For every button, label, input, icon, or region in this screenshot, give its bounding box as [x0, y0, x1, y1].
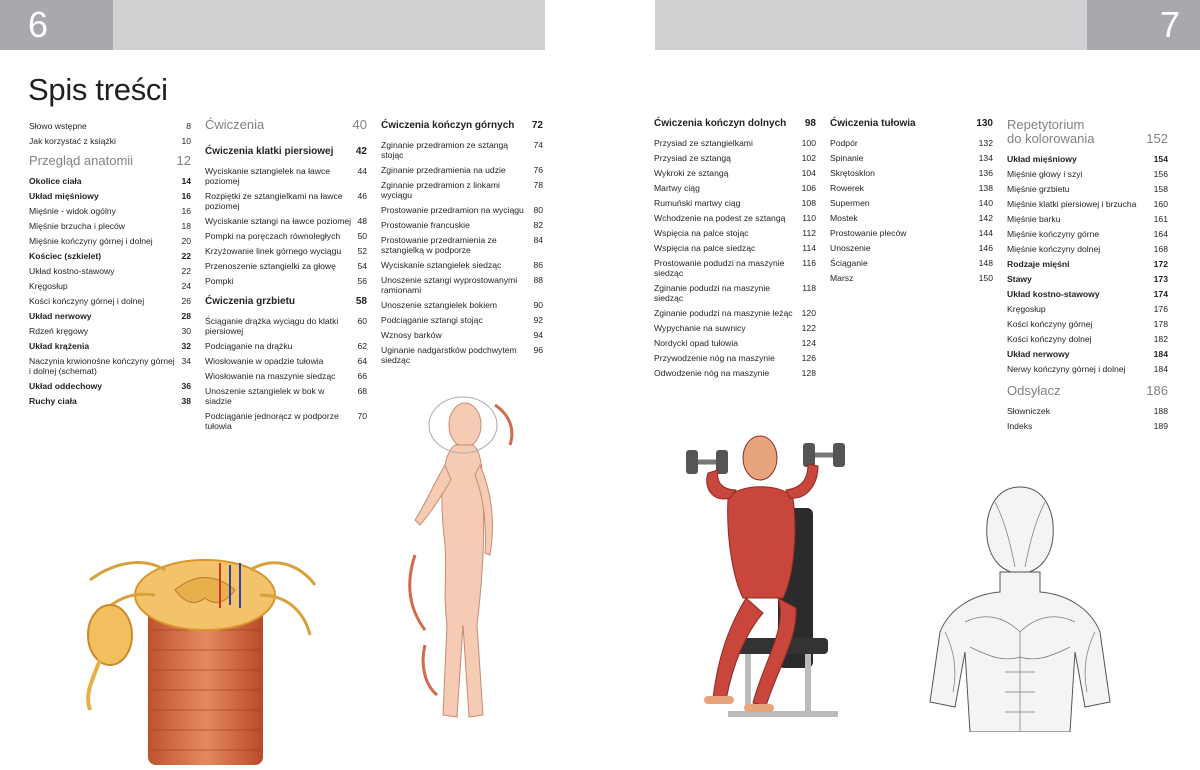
toc-entry-page: 150 [978, 273, 993, 283]
toc-entry[interactable] [381, 235, 543, 255]
toc-entry-page: 80 [533, 205, 543, 215]
section-heading[interactable]: Repetytorium do kolorowania 152 [1007, 117, 1168, 146]
toc-entry[interactable] [830, 258, 993, 268]
toc-entry-title: Mięśnie barku [1007, 214, 1061, 224]
toc-entry[interactable] [381, 165, 543, 175]
toc-entry[interactable] [1007, 334, 1168, 344]
toc-entry[interactable] [830, 228, 993, 238]
toc-entry-title: Marsz [830, 273, 854, 283]
toc-entry-title: Ściąganie [830, 258, 868, 268]
toc-entry-page: 134 [978, 153, 993, 163]
section-heading[interactable]: Odsyłacz 186 [1007, 383, 1168, 398]
toc-entry[interactable] [830, 273, 993, 283]
toc-entry-title: Prostowanie przedramienia ze sztangielką w podporze [381, 235, 497, 255]
toc-entry-title: Kręgosłup [1007, 304, 1046, 314]
toc-entry[interactable] [29, 311, 191, 321]
toc-entry-page: 144 [978, 228, 993, 238]
toc-entry[interactable] [205, 191, 367, 211]
toc-entry[interactable] [1007, 364, 1168, 374]
toc-entry-title: Zginanie podudzi na maszynie siedząc [654, 283, 771, 303]
toc-entry[interactable] [654, 138, 816, 148]
toc-column-1 [29, 121, 191, 411]
toc-entry-page: 176 [1153, 304, 1168, 314]
toc-entry-page: 173 [1153, 274, 1168, 284]
toc-entry[interactable] [654, 153, 816, 163]
toc-entry-title: Wypychanie na suwnicy [654, 323, 746, 333]
muscle-torso-lineart [925, 482, 1120, 732]
toc-entry[interactable] [1007, 406, 1168, 416]
right-page-number: 7 [1087, 0, 1200, 50]
toc-entry-title: Kręgosłup [29, 281, 68, 291]
toc-entry-title: Wykroki ze sztangą [654, 168, 729, 178]
toc-entry-page: 184 [1153, 349, 1168, 359]
toc-entry-page: 100 [801, 138, 816, 148]
toc-entry-title: Skrętosklon [830, 168, 875, 178]
toc-entry-page: 90 [533, 300, 543, 310]
toc-entry-page: 20 [181, 236, 191, 246]
toc-entry-page: 54 [357, 261, 367, 271]
toc-entry[interactable] [381, 275, 543, 295]
toc-entry-title: Mięśnie klatki piersiowej i brzucha [1007, 199, 1137, 209]
toc-entry-page: 94 [533, 330, 543, 340]
toc-entry-title: Mięśnie kończyny górne [1007, 229, 1100, 239]
toc-entry-page: 64 [357, 356, 367, 366]
toc-entry-page: 142 [978, 213, 993, 223]
toc-entry-page: 124 [801, 338, 816, 348]
toc-entry-title: Pompki na poręczach równoległych [205, 231, 341, 241]
toc-entry-page: 189 [1153, 421, 1168, 431]
toc-entry-title: Zginanie przedramion ze sztangą stojąc [381, 140, 509, 160]
toc-entry-title: Mięśnie głowy i szyi [1007, 169, 1083, 179]
toc-entry-page: 96 [533, 345, 543, 355]
toc-entry-title: Prostowanie podudzi na maszynie siedząc [654, 258, 785, 278]
toc-entry-title: Rodzaje mięśni [1007, 259, 1070, 269]
toc-entry[interactable] [205, 276, 367, 286]
toc-entry[interactable] [29, 236, 191, 246]
toc-entry-title: Unoszenie sztangielek w bok w siadzie [205, 386, 325, 406]
toc-entry-title: Słowniczek [1007, 406, 1050, 416]
toc-entry-page: 26 [181, 296, 191, 306]
toc-entry-page: 76 [533, 165, 543, 175]
group-heading[interactable]: Ćwiczenia kończyn górnych 72 [381, 120, 543, 131]
toc-entry-title: Okolice ciała [29, 176, 82, 186]
toc-entry-title: Wspięcia na palce stojąc [654, 228, 749, 238]
toc-entry-title: Układ nerwowy [29, 311, 92, 321]
group-heading[interactable]: Ćwiczenia kończyn dolnych 98 [654, 118, 816, 129]
toc-entry-title: Mostek [830, 213, 858, 223]
toc-entry[interactable] [205, 316, 367, 336]
toc-entry-title: Mięśnie kończyny dolnej [1007, 244, 1101, 254]
toc-entry[interactable] [29, 296, 191, 306]
toc-entry[interactable] [381, 260, 543, 270]
toc-entry-title: Prostowanie przedramion na wyciągu [381, 205, 524, 215]
toc-entry-page: 120 [801, 308, 816, 318]
toc-entry[interactable] [1007, 244, 1168, 254]
toc-entry-page: 160 [1153, 199, 1168, 209]
toc-column-4 [654, 118, 816, 383]
toc-entry-title: Ściąganie drążka wyciągu do klatki piersiowej [205, 316, 339, 336]
toc-entry[interactable] [654, 368, 816, 378]
toc-entry-page: 18 [181, 221, 191, 231]
toc-entry-title: Rumuński martwy ciąg [654, 198, 741, 208]
toc-entry-page: 36 [181, 381, 191, 391]
toc-entry-title: Wyciskanie sztangielek na ławce poziomej [205, 166, 331, 186]
toc-entry[interactable] [205, 246, 367, 256]
toc-entry[interactable] [830, 213, 993, 223]
toc-entry-page: 86 [533, 260, 543, 270]
toc-entry-title: Mięśnie grzbietu [1007, 184, 1070, 194]
toc-entry-page: 110 [802, 213, 816, 223]
toc-entry-page: 148 [978, 258, 993, 268]
toc-entry-page: 168 [1153, 244, 1168, 254]
toc-entry-title: Układ mięśniowy [1007, 154, 1077, 164]
toc-entry-title: Odwodzenie nóg na maszynie [654, 368, 770, 378]
toc-entry-page: 138 [978, 183, 993, 193]
toc-entry-title: Przywodzenie nóg na maszynie [654, 353, 775, 363]
toc-entry-title: Unoszenie sztangielek bokiem [381, 300, 498, 310]
toc-entry-page: 128 [801, 368, 816, 378]
toc-entry-title: Wyciskanie sztangi na ławce poziomej [205, 216, 352, 226]
toc-entry-title: Unoszenie sztangi wyprostowanymi ramionami [381, 275, 518, 295]
toc-entry[interactable] [1007, 184, 1168, 194]
toc-entry[interactable] [205, 341, 367, 351]
toc-entry-page: 48 [357, 216, 367, 226]
toc-entry-page: 50 [357, 231, 367, 241]
toc-entry-title: Prostowanie francuskie [381, 220, 470, 230]
toc-entry[interactable] [1007, 154, 1168, 164]
toc-entry[interactable] [654, 323, 816, 333]
toc-entry[interactable] [381, 220, 543, 230]
toc-entry[interactable] [830, 153, 993, 163]
toc-entry-page: 154 [1153, 154, 1168, 164]
toc-entry-title: Podciąganie na drążku [205, 341, 293, 351]
toc-entry[interactable] [1007, 259, 1168, 269]
toc-entry[interactable] [381, 140, 543, 160]
toc-entry-page: 84 [533, 235, 543, 245]
toc-entry-title: Rowerek [830, 183, 864, 193]
toc-entry-page: 82 [533, 220, 543, 230]
toc-entry-title: Kości kończyny górnej i dolnej [29, 296, 145, 306]
toc-entry[interactable] [830, 183, 993, 193]
toc-entry-title: Przysiad ze sztangą [654, 153, 731, 163]
spinal-cord-illustration [70, 535, 320, 770]
toc-entry-title: Pompki [205, 276, 234, 286]
toc-entry-title: Wiosłowanie w opadzie tułowia [205, 356, 324, 366]
toc-entry[interactable] [1007, 289, 1168, 299]
toc-entry-page: 112 [802, 228, 816, 238]
toc-entry-title: Nerwy kończyny górnej i dolnej [1007, 364, 1126, 374]
toc-entry-title: Podciąganie sztangi stojąc [381, 315, 483, 325]
toc-entry[interactable] [654, 198, 816, 208]
toc-entry[interactable] [29, 121, 191, 131]
toc-entry-page: 118 [802, 283, 816, 293]
toc-entry-page: 10 [181, 136, 191, 146]
toc-entry-title: Spinanie [830, 153, 864, 163]
toc-entry[interactable] [29, 176, 191, 186]
toc-entry-title: Wyciskanie sztangielek siedząc [381, 260, 502, 270]
toc-entry[interactable] [654, 213, 816, 223]
toc-entry[interactable] [205, 386, 367, 406]
toc-entry[interactable] [29, 281, 191, 291]
toc-entry[interactable] [381, 300, 543, 310]
toc-entry[interactable] [654, 183, 816, 193]
toc-entry-title: Rozpiętki ze sztangielkami na ławce poziomej [205, 191, 343, 211]
toc-entry[interactable] [381, 315, 543, 325]
toc-entry[interactable] [29, 396, 191, 406]
toc-entry-page: 164 [1153, 229, 1168, 239]
toc-entry[interactable] [29, 191, 191, 201]
toc-entry-title: Mięśnie - widok ogólny [29, 206, 116, 216]
toc-entry-title: Mięśnie kończyny górnej i dolnej [29, 236, 153, 246]
toc-entry[interactable] [205, 231, 367, 241]
toc-entry[interactable] [654, 228, 816, 238]
toc-entry-page: 158 [1153, 184, 1168, 194]
toc-entry-page: 16 [181, 191, 191, 201]
toc-entry-title: Mięśnie brzucha i pleców [29, 221, 126, 231]
toc-entry-title: Układ nerwowy [1007, 349, 1070, 359]
toc-entry-page: 14 [181, 176, 191, 186]
toc-entry-page: 70 [357, 411, 367, 421]
toc-entry-title: Przenoszenie sztangielki za głowę [205, 261, 336, 271]
group-heading[interactable]: Ćwiczenia klatki piersiowej 42 [205, 146, 367, 157]
toc-entry[interactable] [1007, 274, 1168, 284]
toc-entry-title: Nordycki opad tułowia [654, 338, 739, 348]
toc-entry[interactable] [1007, 229, 1168, 239]
toc-entry[interactable] [1007, 214, 1168, 224]
toc-entry-title: Wznosy barków [381, 330, 442, 340]
toc-entry[interactable] [205, 216, 367, 226]
toc-entry-title: Rdzeń kręgowy [29, 326, 89, 336]
toc-entry-page: 174 [1153, 289, 1168, 299]
toc-entry-page: 60 [357, 316, 367, 326]
group-heading[interactable]: Ćwiczenia grzbietu 58 [205, 296, 367, 307]
toc-entry-title: Ruchy ciała [29, 396, 77, 406]
toc-entry-page: 22 [181, 266, 191, 276]
toc-entry[interactable] [1007, 349, 1168, 359]
toc-entry-title: Układ mięśniowy [29, 191, 99, 201]
standing-figure-illustration [385, 395, 535, 735]
toc-entry-page: 92 [533, 315, 543, 325]
toc-entry[interactable] [1007, 421, 1168, 431]
toc-entry[interactable] [381, 205, 543, 215]
toc-entry[interactable] [654, 243, 816, 253]
toc-entry-page: 68 [357, 386, 367, 396]
toc-entry-page: 114 [802, 243, 816, 253]
toc-entry-page: 28 [181, 311, 191, 321]
toc-entry[interactable] [654, 353, 816, 363]
toc-column-6 [1007, 118, 1168, 436]
toc-entry-title: Uginanie nadgarstków podchwytem siedząc [381, 345, 517, 365]
toc-entry-page: 8 [186, 121, 191, 131]
toc-entry[interactable] [830, 243, 993, 253]
toc-entry-page: 178 [1153, 319, 1168, 329]
toc-entry-page: 16 [181, 206, 191, 216]
toc-entry-page: 88 [533, 275, 543, 285]
toc-entry-title: Zginanie przedramion z linkami wyciągu [381, 180, 500, 200]
toc-entry-page: 188 [1153, 406, 1168, 416]
toc-entry-page: 156 [1153, 169, 1168, 179]
toc-entry-title: Krzyżowanie linek górnego wyciągu [205, 246, 342, 256]
toc-entry-title: Jak korzystać z książki [29, 136, 116, 146]
toc-entry-title: Wchodzenie na podest ze sztangą [654, 213, 786, 223]
toc-entry[interactable] [29, 356, 191, 376]
toc-entry-title: Wspięcia na palce siedząc [654, 243, 756, 253]
toc-entry-page: 74 [533, 140, 543, 150]
toc-entry[interactable] [381, 330, 543, 340]
toc-entry-title: Martwy ciąg [654, 183, 700, 193]
toc-entry[interactable] [29, 326, 191, 336]
toc-entry[interactable] [205, 166, 367, 186]
toc-entry-title: Supermen [830, 198, 870, 208]
toc-entry-page: 182 [1153, 334, 1168, 344]
toc-entry[interactable] [29, 381, 191, 391]
toc-entry[interactable] [1007, 199, 1168, 209]
toc-column-3 [381, 120, 543, 370]
toc-entry[interactable] [205, 356, 367, 366]
toc-entry-title: Wiosłowanie na maszynie siedząc [205, 371, 336, 381]
toc-entry[interactable] [381, 180, 543, 200]
toc-entry-title: Naczynia krwionośne kończyny górnej i dolnej (schemat) [29, 356, 175, 376]
toc-entry[interactable] [29, 221, 191, 231]
toc-entry[interactable] [654, 283, 816, 303]
seated-press-illustration [668, 428, 868, 748]
toc-entry-page: 108 [801, 198, 816, 208]
toc-entry[interactable] [1007, 319, 1168, 329]
toc-entry-page: 52 [357, 246, 367, 256]
toc-column-2 [205, 118, 367, 436]
toc-entry[interactable] [830, 198, 993, 208]
toc-column-5 [830, 118, 993, 288]
toc-entry[interactable] [830, 138, 993, 148]
toc-entry-title: Unoszenie [830, 243, 871, 253]
toc-entry-title: Kości kończyny górnej [1007, 319, 1093, 329]
toc-entry-page: 32 [181, 341, 191, 351]
section-heading[interactable]: Ćwiczenia 40 [205, 117, 367, 132]
toc-entry-page: 102 [801, 153, 816, 163]
toc-entry[interactable] [205, 261, 367, 271]
left-page-number: 6 [0, 0, 113, 50]
toc-entry-title: Układ oddechowy [29, 381, 103, 391]
toc-entry-page: 44 [357, 166, 367, 176]
toc-entry-page: 46 [357, 191, 367, 201]
toc-entry[interactable] [1007, 169, 1168, 179]
toc-entry[interactable] [29, 206, 191, 216]
page-title: Spis treści [28, 72, 168, 107]
toc-entry-title: Podpór [830, 138, 858, 148]
toc-entry-title: Układ kostno-stawowy [1007, 289, 1100, 299]
toc-entry-page: 184 [1153, 364, 1168, 374]
toc-entry-page: 62 [357, 341, 367, 351]
toc-entry[interactable] [29, 266, 191, 276]
toc-entry[interactable] [654, 258, 816, 278]
toc-entry-title: Indeks [1007, 421, 1033, 431]
toc-entry-page: 22 [181, 251, 191, 261]
toc-entry-page: 132 [978, 138, 993, 148]
toc-entry-title: Układ krążenia [29, 341, 90, 351]
toc-entry[interactable] [654, 308, 816, 318]
toc-entry[interactable] [381, 345, 543, 365]
toc-entry[interactable] [29, 341, 191, 351]
toc-entry[interactable] [29, 136, 191, 146]
toc-entry-page: 136 [978, 168, 993, 178]
toc-entry-page: 122 [801, 323, 816, 333]
toc-entry-title: Stawy [1007, 274, 1032, 284]
group-heading[interactable]: Ćwiczenia tułowia 130 [830, 118, 993, 129]
toc-entry[interactable] [29, 251, 191, 261]
toc-entry-page: 66 [357, 371, 367, 381]
section-heading[interactable]: Przegląd anatomii 12 [29, 153, 191, 168]
toc-entry-page: 161 [1153, 214, 1168, 224]
toc-entry-page: 104 [801, 168, 816, 178]
toc-entry-title: Słowo wstępne [29, 121, 87, 131]
toc-entry-page: 140 [978, 198, 993, 208]
toc-entry-title: Kościec (szkielet) [29, 251, 102, 261]
toc-entry[interactable] [830, 168, 993, 178]
toc-entry[interactable] [205, 371, 367, 381]
toc-entry-page: 172 [1153, 259, 1168, 269]
toc-entry-title: Kości kończyny dolnej [1007, 334, 1092, 344]
toc-entry-title: Przysiad ze sztangielkami [654, 138, 753, 148]
toc-entry[interactable] [1007, 304, 1168, 314]
toc-entry-title: Układ kostno-stawowy [29, 266, 115, 276]
toc-entry[interactable] [654, 338, 816, 348]
toc-entry-page: 78 [533, 180, 543, 190]
toc-entry-title: Zginanie przedramienia na udzie [381, 165, 506, 175]
toc-entry-page: 24 [181, 281, 191, 291]
toc-entry-page: 106 [801, 183, 816, 193]
toc-entry-page: 38 [181, 396, 191, 406]
toc-entry-page: 146 [978, 243, 993, 253]
toc-entry-title: Zginanie podudzi na maszynie leżąc [654, 308, 793, 318]
toc-entry[interactable] [654, 168, 816, 178]
toc-entry[interactable] [205, 411, 367, 431]
toc-entry-page: 34 [181, 356, 191, 366]
toc-entry-title: Podciąganie jednorącz w podporze tułowia [205, 411, 339, 431]
toc-entry-page: 126 [801, 353, 816, 363]
toc-entry-title: Prostowanie pleców [830, 228, 907, 238]
toc-entry-page: 116 [802, 258, 816, 268]
toc-entry-page: 30 [181, 326, 191, 336]
toc-entry-page: 56 [357, 276, 367, 286]
